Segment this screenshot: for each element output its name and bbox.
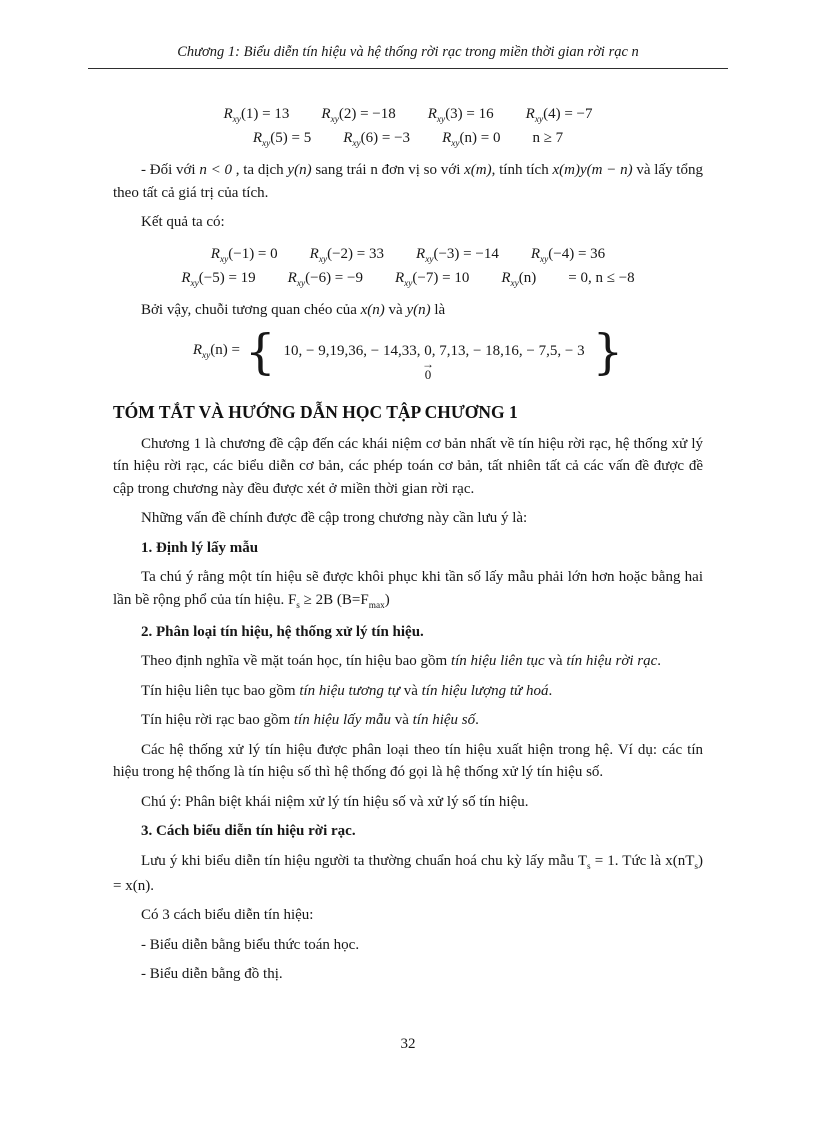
page-footer	[0, 1036, 816, 1053]
math-term: $R_{xy}(-7) = 10$	[394, 269, 470, 289]
math-term: $R_{xy}(6) = -3$	[343, 130, 411, 149]
math-term: $R_{xy}(5) = 5$	[252, 130, 312, 149]
math-term: $R_{xy}(3) = 16$	[427, 106, 494, 125]
equation-row	[113, 106, 703, 125]
continuous-signal-paragraph: Tín hiệu liên tục bao gồm tín hiệu tương tự và tín hiệu lượng tử hoá.	[141, 682, 553, 699]
key-points-intro-paragraph: Những vấn đề chính được đề cập trong chương này cần lưu ý là:	[141, 510, 528, 527]
math-term: n ≥ 7	[532, 130, 564, 146]
item-1-sampling-theorem-heading: 1. Định lý lấy mẫu	[141, 539, 259, 556]
math-term: $R_{xy}(-1) = 0$	[210, 245, 278, 265]
running-header	[88, 44, 728, 69]
math-term: = 0, n ≤ −8	[568, 269, 635, 286]
signal-definition-paragraph: Theo định nghĩa về mặt toán học, tín hiệu bao gồm tín hiệu liên tục và tín hiệu rời rạc.	[141, 653, 662, 670]
sampling-theorem-paragraph: Ta chú ý rằng một tín hiệu sẽ được khôi phục khi tần số lấy mẫu phải lớn hơn hoặc bằng hai lần bề rộng phổ của tín hiệu. $F_s \ge 2B$ $(B=F_{max})$	[113, 569, 703, 611]
item-3-representation-heading: 3. Cách biểu diễn tín hiệu rời rạc.	[141, 823, 356, 840]
page-number: 32	[400, 1036, 416, 1052]
normalization-paragraph: Lưu ý khi biểu diễn tín hiệu người ta thường chuẩn hoá chu kỳ lấy mẫu $T_s = 1$. Tức là $x(nT_s) = x(n)$.	[113, 852, 703, 894]
crosscorrelation-sequence-equation	[113, 324, 703, 383]
math-term: $R_{xy}(4) = -7$	[525, 106, 593, 125]
math-term: $R_{xy}(-4) = 36$	[530, 245, 606, 265]
method-graph-paragraph: - Biểu diễn bằng đồ thị.	[141, 966, 283, 983]
crosscorrelation-values-positive-n	[113, 106, 703, 149]
math-term: $R_{xy}(1) = 13$	[223, 106, 290, 125]
math-term: $R_{xy}(-6) = -9$	[287, 269, 363, 289]
document-body	[113, 94, 703, 993]
method-math-expression-paragraph: - Biểu diễn bằng biểu thức toán học.	[141, 936, 360, 953]
result-intro-paragraph: Kết quả ta có:	[141, 214, 225, 230]
chapter-overview-paragraph: Chương 1 là chương đề cập đến các khái niệm cơ bản nhất về tín hiệu rời rạc, hệ thống xử lý tín hiệu rời rạc, các biểu diễn cơ bản, các phép toán cơ bản, tất nhiên tất cả các vấn đề được đề cập trong chương này đều được xét ở miền thời gian rời rạc.	[113, 435, 703, 497]
chapter-title: Chương 1: Biểu diễn tín hiệu và hệ thống rời rạc trong miền thời gian rời rạc n	[177, 44, 639, 60]
conclusion-intro-paragraph: Bởi vậy, chuỗi tương quan chéo của x(n) và y(n) là	[141, 301, 446, 318]
note-paragraph: Chú ý: Phân biệt khái niệm xử lý tín hiệu số và xử lý số tín hiệu.	[141, 793, 529, 810]
equation-row	[113, 270, 703, 289]
sequence-values: 10, − 9,19,36, − 14,33, 0 → 0 , 7,13, − 18,16, − 7,5, − 3	[283, 342, 585, 383]
math-term: $R_{xy}(2) = -18$	[321, 106, 396, 125]
math-term: $R_{xy}(-5) = 19$	[181, 269, 256, 289]
origin-label: 0	[424, 367, 432, 383]
representation-methods-intro-paragraph: Có 3 cách biểu diễn tín hiệu:	[141, 907, 314, 924]
open-brace: {	[244, 324, 276, 380]
summary-section-heading: TÓM TẮT VÀ HƯỚNG DẪN HỌC TẬP CHƯƠNG 1	[113, 401, 518, 422]
item-2-classification-heading: 2. Phân loại tín hiệu, hệ thống xử lý tín hiệu.	[141, 623, 424, 640]
math-term: $R_{xy}(n) = 0$	[442, 130, 501, 149]
origin-arrow-icon: →	[421, 356, 434, 371]
origin-element: 0 → 0	[421, 342, 434, 383]
crosscorrelation-values-negative-n	[113, 246, 703, 289]
math-term: $R_{xy}(n)$ =	[192, 341, 240, 361]
math-term: $R_{xy}(-2) = 33$	[309, 245, 385, 265]
math-term: $R_{xy}(-3) = -14$	[416, 245, 499, 265]
shift-explanation-paragraph: - Đối với n < 0 , ta dịch y(n) sang trái n đơn vị so với x(m), tính tích x(m)y(m − n) và lấy tổng theo tất cả giá trị của tích.	[113, 162, 703, 201]
equation-row	[113, 246, 703, 265]
system-classification-paragraph: Các hệ thống xử lý tín hiệu được phân loại theo tín hiệu xuất hiện trong hệ. Ví dụ: các tín hiệu trong hệ thống là tín hiệu số thì hệ thống đó gọi là hệ thống xử lý tín hiệu số.	[113, 741, 703, 781]
equation-row	[113, 130, 703, 149]
math-term: $R_{xy}(n)$	[501, 269, 537, 289]
discrete-signal-paragraph: Tín hiệu rời rạc bao gồm tín hiệu lấy mẫu và tín hiệu số.	[141, 712, 479, 729]
close-brace: }	[592, 324, 624, 380]
